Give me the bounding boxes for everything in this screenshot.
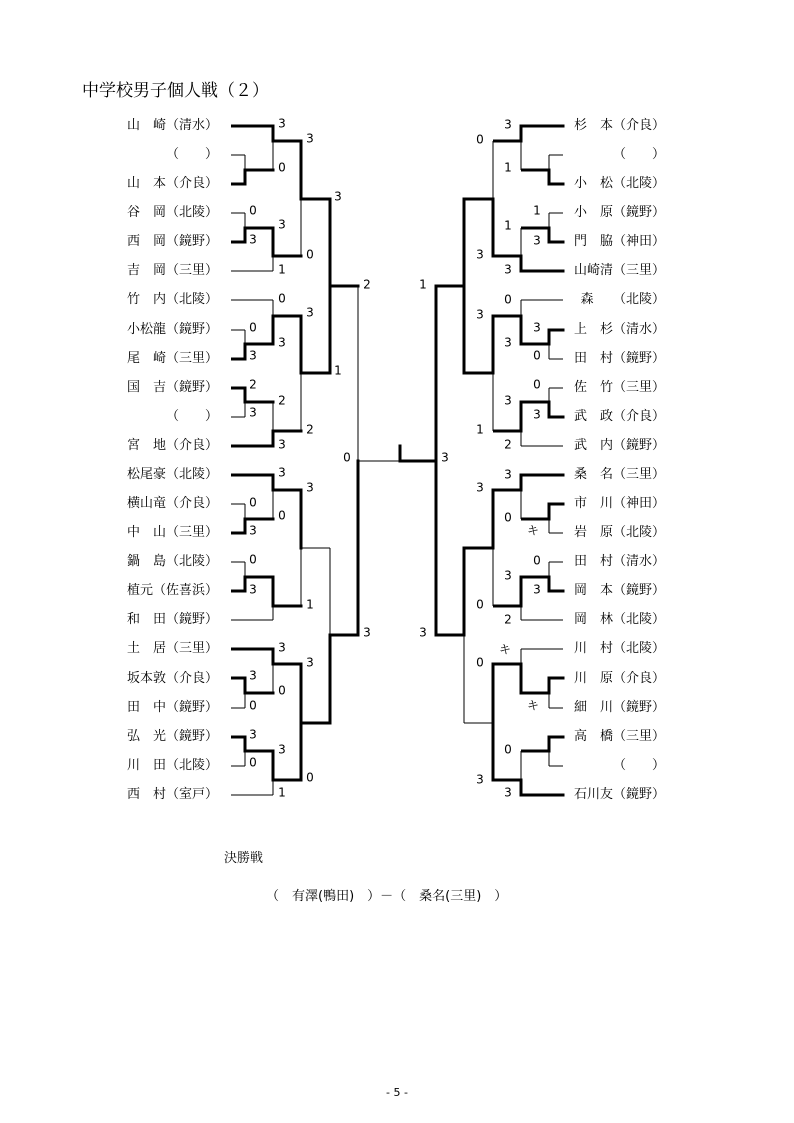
left-match-score: 0 <box>249 755 257 770</box>
page-title: 中学校男子個人戦（２） <box>82 81 269 101</box>
right-player-name: 佐 竹（三里） <box>573 379 665 395</box>
right-player-name: 川 村（北陵） <box>573 641 665 657</box>
left-match-score: 2 <box>306 422 314 437</box>
right-player-name: 桑 名（三里） <box>573 466 665 482</box>
left-player-name: 和 田（鏡野） <box>126 612 218 628</box>
left-match-score: 0 <box>278 508 286 523</box>
right-player-name: 細 川（鏡野） <box>573 699 665 715</box>
right-match-score: 3 <box>476 307 484 322</box>
left-match-score: 3 <box>363 625 371 640</box>
right-match-score: 3 <box>504 467 512 482</box>
left-match-score: 3 <box>306 131 314 146</box>
right-player-name: 岩 原（北陵） <box>573 525 665 541</box>
right-player-name: 田 村（清水） <box>573 554 665 570</box>
left-match-score: 3 <box>278 465 286 480</box>
right-player-name: 小 原（鏡野） <box>573 205 665 221</box>
left-player-name: 西 岡（鏡野） <box>126 234 218 250</box>
right-player-name: 杉 本（介良） <box>573 118 665 133</box>
right-match-score: 3 <box>476 480 484 495</box>
right-match-score: 1 <box>504 218 512 233</box>
left-player-name: 横山竜（介良） <box>126 496 218 512</box>
right-match-score: 1 <box>533 203 541 218</box>
right-player-name: 岡 本（鏡野） <box>573 583 665 599</box>
right-match-score: 3 <box>504 117 512 132</box>
right-match-score: 1 <box>504 160 512 175</box>
left-player-name: 西 村（室戸） <box>126 786 218 802</box>
left-match-score: 3 <box>278 217 286 232</box>
left-player-name: 松尾豪（北陵） <box>126 466 218 482</box>
right-match-score: キ <box>498 642 512 657</box>
right-match-score: 3 <box>441 450 449 465</box>
right-player-name: 高 橋（三里） <box>573 728 665 744</box>
left-match-score: 0 <box>249 495 257 510</box>
right-match-score: 0 <box>476 655 484 670</box>
right-player-name: 武 内（鏡野） <box>573 437 665 453</box>
final-result: （ 有澤(鴨田) ）－（ 桑名(三里) ） <box>266 889 508 904</box>
left-player-name: 竹 内（北陵） <box>126 292 218 308</box>
left-match-score: 0 <box>278 683 286 698</box>
left-match-score: 3 <box>249 582 257 597</box>
right-match-score: 1 <box>476 422 484 437</box>
left-match-score: 3 <box>278 335 286 350</box>
page-number: - 5 - <box>386 1086 408 1099</box>
left-player-name: 田 中（鏡野） <box>126 699 218 715</box>
left-match-score: 0 <box>278 291 286 306</box>
left-match-score: 0 <box>249 203 257 218</box>
left-match-score: 3 <box>278 116 286 131</box>
left-player-name: 中 山（三里） <box>126 525 218 541</box>
left-match-score: 3 <box>306 655 314 670</box>
final-label: 決勝戦 <box>224 851 264 866</box>
right-match-score: 3 <box>504 785 512 800</box>
left-match-score: 3 <box>306 480 314 495</box>
left-player-name: 坂本敦（介良） <box>126 670 218 686</box>
right-player-name: （ ） <box>612 757 665 773</box>
right-match-score: 3 <box>476 772 484 787</box>
right-match-score: 3 <box>504 335 512 350</box>
right-match-score: 3 <box>504 393 512 408</box>
right-match-score: 0 <box>533 377 541 392</box>
left-player-name: 弘 光（鏡野） <box>126 728 218 744</box>
left-player-name: 小松龍（鏡野） <box>126 321 218 337</box>
right-match-score: 3 <box>533 320 541 335</box>
left-player-name: 鍋 島（北陵） <box>126 554 218 570</box>
right-match-score: 0 <box>533 553 541 568</box>
right-match-score: 3 <box>504 262 512 277</box>
left-match-score: 3 <box>249 232 257 247</box>
right-player-name: 山崎清（三里） <box>573 263 665 279</box>
left-match-score: 2 <box>249 377 257 392</box>
right-match-score: キ <box>526 698 540 713</box>
left-player-name: 植元（佐喜浜） <box>126 583 218 599</box>
left-match-score: 3 <box>249 727 257 742</box>
left-player-name: 吉 岡（三里） <box>126 263 218 279</box>
left-player-name: 谷 岡（北陵） <box>126 205 218 221</box>
right-match-score: 3 <box>533 582 541 597</box>
left-match-score: 3 <box>278 437 286 452</box>
right-match-score: 3 <box>533 233 541 248</box>
right-player-name: 石川友（鏡野） <box>573 786 665 802</box>
left-player-name: 宮 地（介良） <box>126 437 218 453</box>
left-match-score: 3 <box>334 189 342 204</box>
right-match-score: 1 <box>419 277 427 292</box>
left-match-score: 3 <box>249 668 257 683</box>
right-player-name: 上 杉（清水） <box>573 321 665 337</box>
right-player-name: 市 川（神田） <box>573 496 665 512</box>
right-match-score: 2 <box>504 612 512 627</box>
left-match-score: 1 <box>334 363 342 378</box>
right-match-score: 3 <box>476 247 484 262</box>
left-match-score: 0 <box>249 552 257 567</box>
right-player-name: 門 脇（神田） <box>573 234 665 250</box>
right-player-name: （ ） <box>612 147 665 163</box>
right-match-score: 3 <box>419 625 427 640</box>
right-match-score: 3 <box>533 407 541 422</box>
left-match-score: 3 <box>249 405 257 420</box>
right-match-score: 0 <box>476 597 484 612</box>
right-match-score: 0 <box>504 742 512 757</box>
left-match-score: 0 <box>306 770 314 785</box>
left-player-name: （ ） <box>165 147 218 163</box>
right-match-score: 2 <box>504 437 512 452</box>
right-player-name: 武 政（介良） <box>573 408 665 424</box>
left-match-score: 1 <box>278 785 286 800</box>
left-match-score: 1 <box>278 262 286 277</box>
right-player-name: 川 原（介良） <box>573 670 665 686</box>
left-match-score: 0 <box>343 450 351 465</box>
left-match-score: 3 <box>306 305 314 320</box>
left-player-name: 国 吉（鏡野） <box>126 379 218 395</box>
right-match-score: 3 <box>504 568 512 583</box>
right-match-score: キ <box>526 523 540 538</box>
right-player-name: 田 村（鏡野） <box>573 350 665 366</box>
left-player-name: 山 本（介良） <box>126 176 218 192</box>
left-match-score: 0 <box>278 160 286 175</box>
left-match-score: 3 <box>278 640 286 655</box>
left-player-name: 川 田（北陵） <box>126 757 218 773</box>
right-match-score: 0 <box>504 510 512 525</box>
left-player-name: 尾 崎（三里） <box>126 350 218 366</box>
left-match-score: 3 <box>278 742 286 757</box>
right-match-score: 0 <box>504 292 512 307</box>
left-player-name: （ ） <box>165 408 218 424</box>
left-match-score: 3 <box>249 523 257 538</box>
right-match-score: 0 <box>533 348 541 363</box>
left-player-name: 山 崎（清水） <box>126 118 218 133</box>
left-player-name: 土 居（三里） <box>126 641 218 657</box>
left-match-score: 2 <box>363 277 371 292</box>
left-match-score: 2 <box>278 393 286 408</box>
left-match-score: 0 <box>249 698 257 713</box>
left-match-score: 1 <box>306 597 314 612</box>
right-player-name: 小 松（北陵） <box>573 176 665 192</box>
right-player-name: 岡 林（北陵） <box>573 612 665 628</box>
right-match-score: 0 <box>476 132 484 147</box>
left-match-score: 0 <box>249 320 257 335</box>
left-match-score: 0 <box>306 247 314 262</box>
left-match-score: 3 <box>249 348 257 363</box>
right-player-name: 森 （北陵） <box>580 292 665 308</box>
